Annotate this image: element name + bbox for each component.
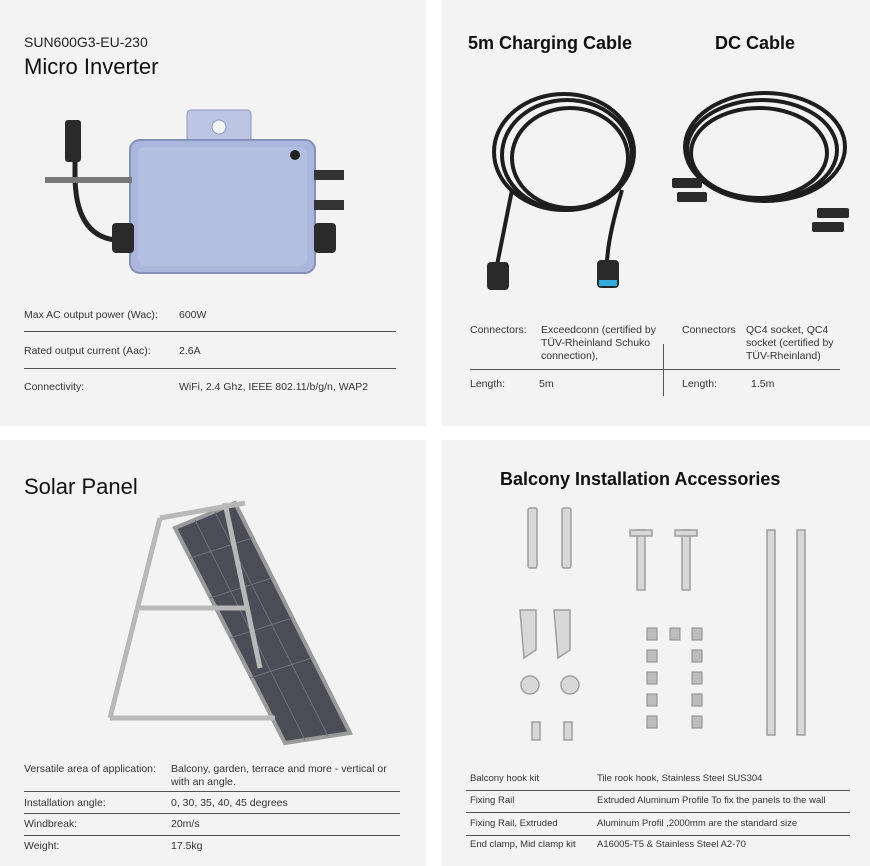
spec-value: Tile rook hook, Stainless Steel SUS304: [597, 773, 763, 784]
spec-label: End clamp, Mid clamp kit: [470, 839, 576, 850]
spec-label: Windbreak:: [24, 818, 78, 830]
dc-cable-image: [667, 90, 857, 250]
spec-label: Connectivity:: [24, 381, 85, 393]
divider: [470, 369, 840, 370]
dc-length-value: 1.5m: [751, 378, 775, 390]
spec-value: 0, 30, 35, 40, 45 degrees: [171, 797, 288, 809]
spec-label: Balcony hook kit: [470, 773, 540, 784]
micro-inverter-panel: [0, 0, 426, 426]
accessories-title: Balcony Installation Accessories: [500, 469, 781, 489]
spec-label: Installation angle:: [24, 797, 106, 809]
spec-label: Fixing Rail, Extruded: [470, 818, 558, 829]
solar-title: Solar Panel: [24, 474, 138, 499]
dc-connectors-label: Connectors: [682, 324, 736, 336]
spec-value: 20m/s: [171, 818, 200, 830]
charging-length-value: 5m: [539, 378, 554, 390]
cables-panel: [442, 0, 870, 426]
dc-cable-title: DC Cable: [715, 33, 796, 53]
spec-value: Balcony, garden, terrace and more - vertical or with an angle.: [171, 763, 387, 788]
accessories-panel: [442, 440, 870, 866]
accessories-image: [492, 500, 832, 750]
charging-connectors-label: Connectors:: [470, 324, 527, 336]
divider: [24, 813, 400, 814]
charging-connectors-value: Exceedconn (certified by TÜV-Rheinland Schuko connection),: [541, 324, 656, 362]
solar-panel-section: [0, 440, 426, 866]
spec-value: 17.5kg: [171, 840, 203, 852]
charging-cable-title: 5m Charging Cable: [468, 33, 633, 53]
divider: [24, 331, 396, 332]
inverter-title: Micro Inverter: [24, 54, 159, 79]
spec-label: Versatile area of application:: [24, 763, 156, 775]
charging-cable-image: [482, 90, 652, 300]
spec-value: Extruded Aluminum Profile To fix the panels to the wall: [597, 795, 826, 806]
inverter-model: SUN600G3-EU-230: [24, 34, 148, 50]
spec-value: A16005-T5 & Stainless Steel A2-70: [597, 839, 746, 850]
divider: [466, 790, 850, 791]
divider: [466, 835, 850, 836]
dc-connectors-value: QC4 socket, QC4 socket (certified by TÜV-Rheinland): [746, 324, 834, 362]
divider: [466, 812, 850, 813]
spec-label: Weight:: [24, 840, 60, 852]
divider: [24, 791, 400, 792]
micro-inverter-image: [40, 105, 370, 280]
spec-label: Fixing Rail: [470, 795, 515, 806]
charging-length-label: Length:: [470, 378, 506, 390]
spec-label: Rated output current (Aac):: [24, 345, 151, 357]
divider: [24, 835, 400, 836]
spec-value: 2.6A: [179, 345, 201, 357]
spec-value: WiFi, 2.4 Ghz, IEEE 802.11/b/g/n, WAP2: [179, 381, 369, 393]
divider: [24, 368, 396, 369]
solar-panel-image: [100, 498, 370, 748]
spec-label: Max AC output power (Wac):: [24, 309, 158, 321]
dc-length-label: Length:: [682, 378, 718, 390]
spec-value: Aluminum Profil ,2000mm are the standard size: [597, 818, 798, 829]
spec-value: 600W: [179, 309, 207, 321]
column-divider: [663, 344, 664, 396]
